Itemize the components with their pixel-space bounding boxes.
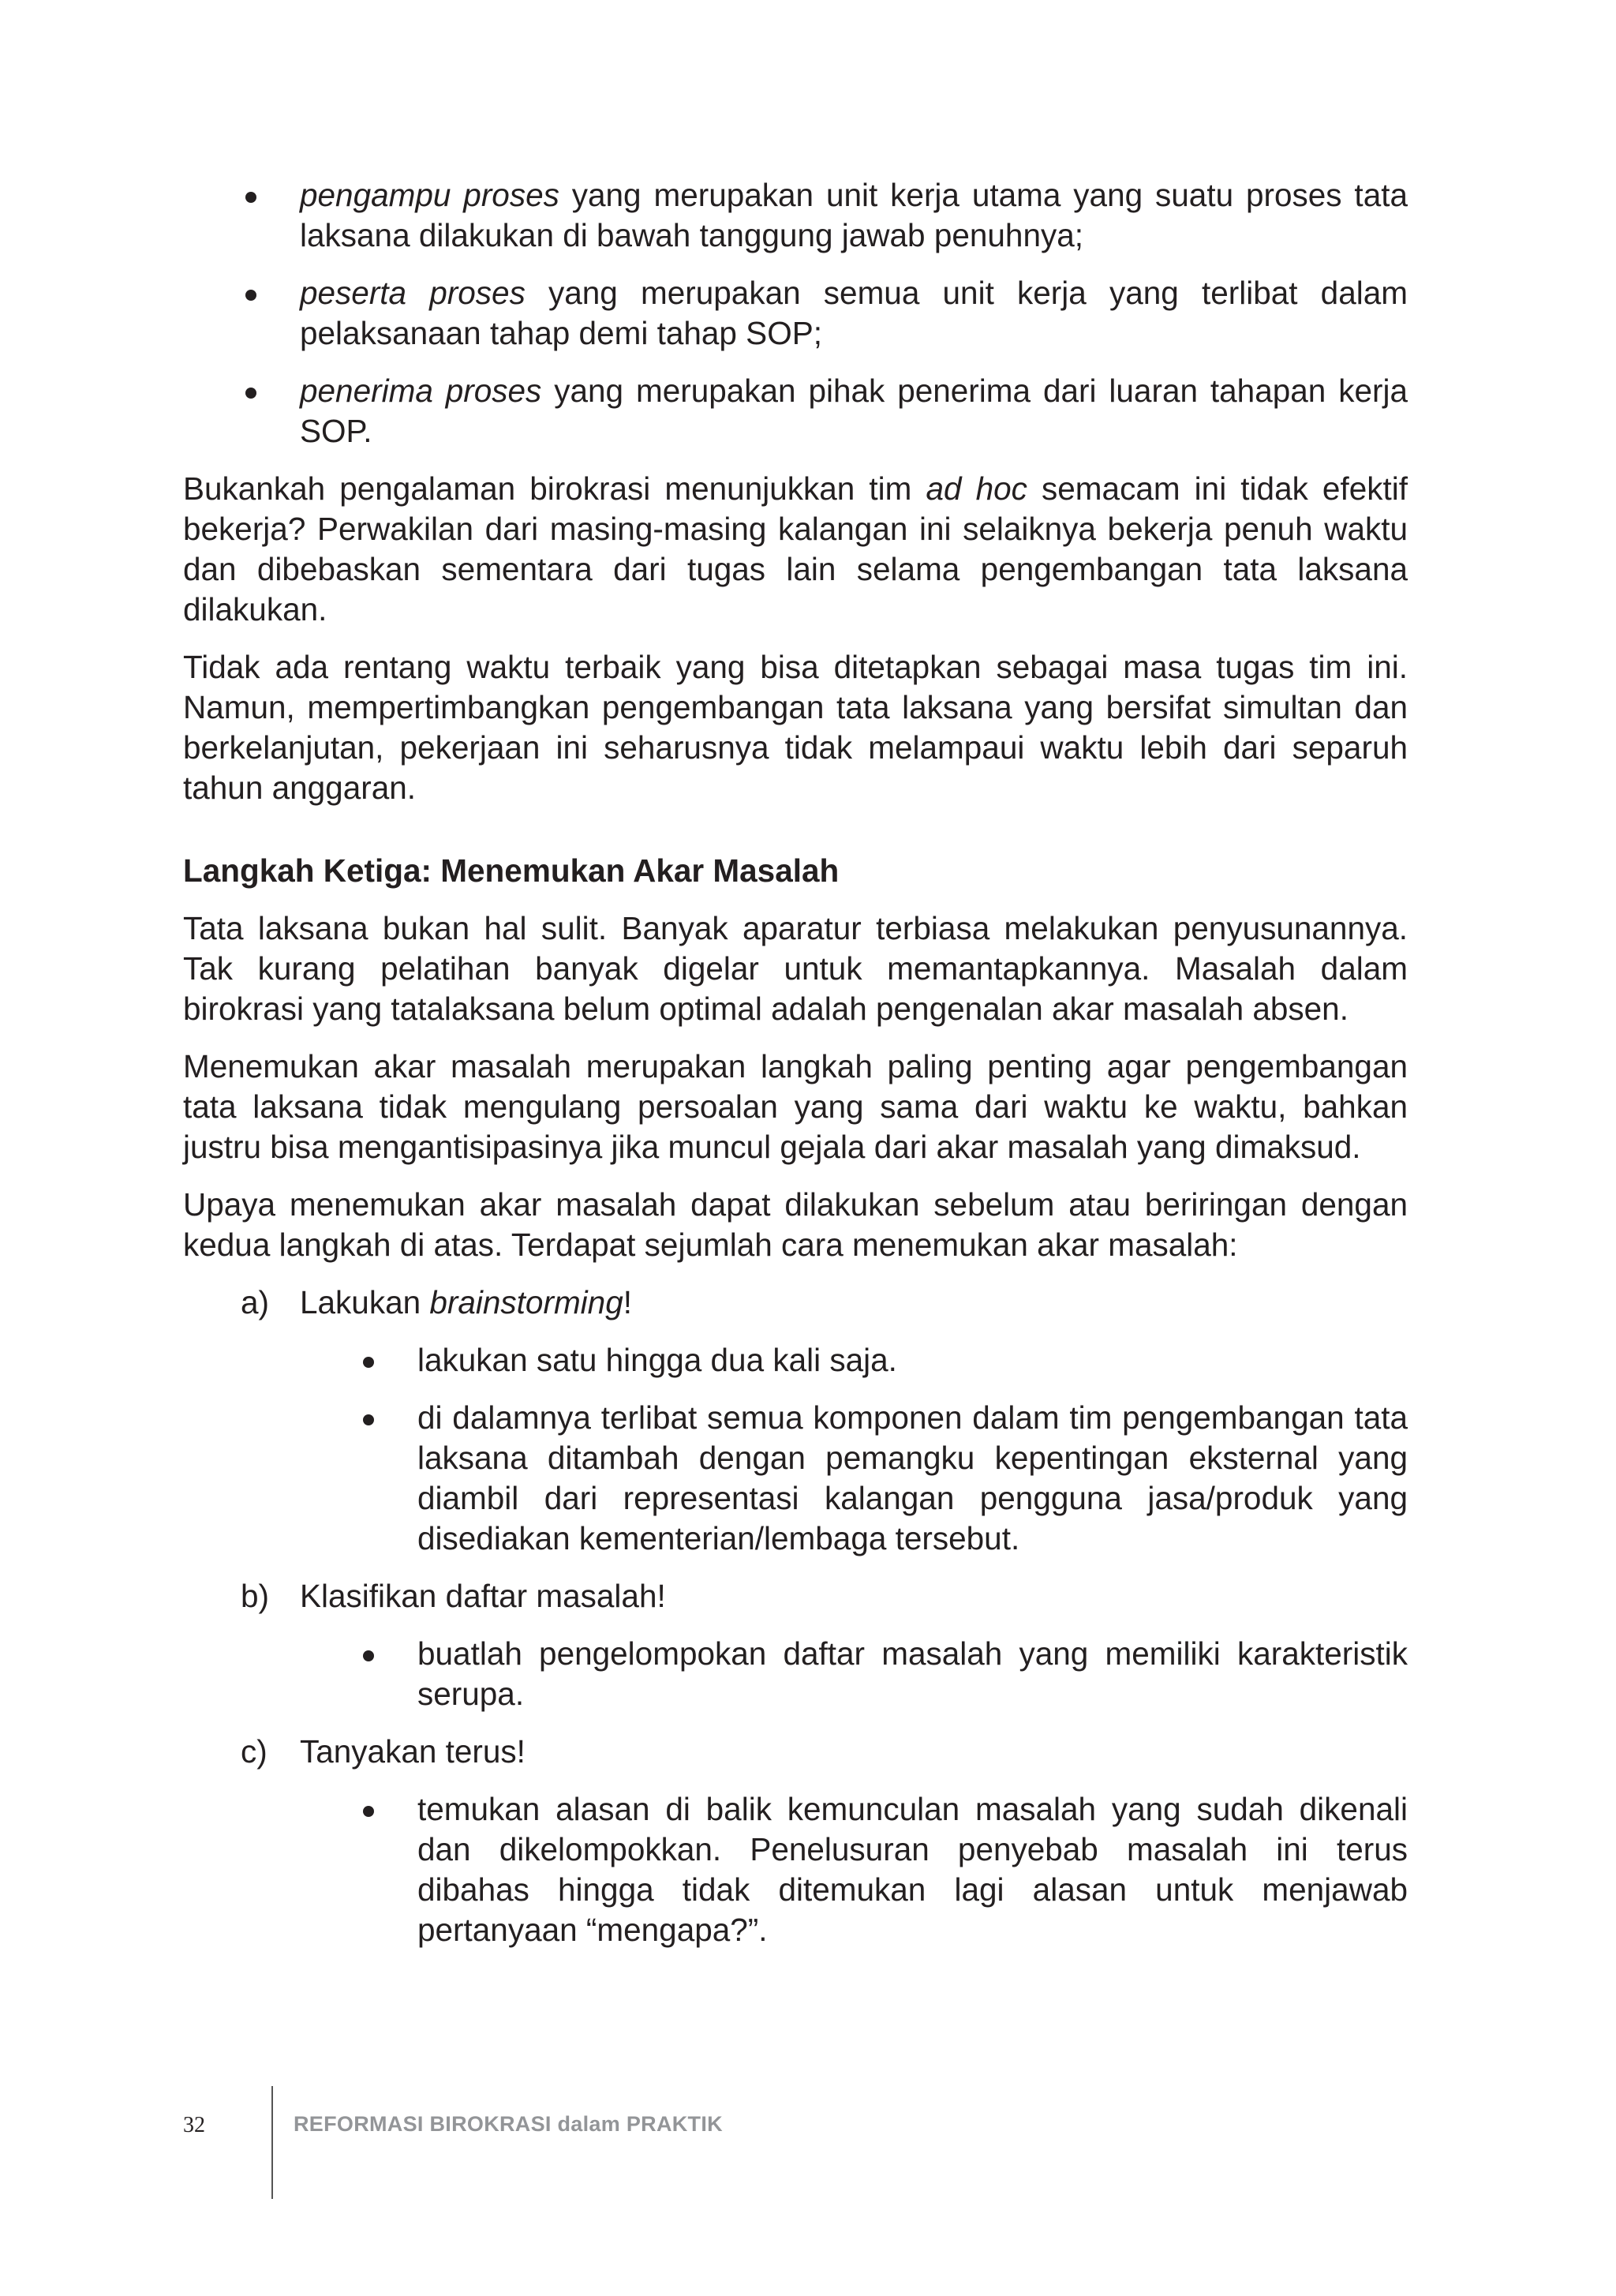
bullet-text: yang merupakan semua unit kerja yang terlibat dalam pelaksanaan tahap demi tahap SOP; [300, 275, 1408, 351]
paragraph-time-span: Tidak ada rentang waktu terbaik yang bisa ditetapkan sebagai masa tugas tim ini. Namun, mempertimbangkan pengembangan tata laksana yang bersifat simultan dan berkelanjutan, pekerjaan ini seharusnya tidak melampaui waktu lebih dari separuh tahun anggaran. [183, 649, 1408, 806]
step-item-c: c) Tanyakan terus! temukan alasan di balik kemunculan masalah yang sudah dikenali dan dikelompokkan. Penelusuran penyebab masalah ini terus dibahas hingga tidak ditemukan lagi alasan untuk menjawab pertanyaan “mengapa?”. [183, 1732, 1408, 1950]
running-footer-title: REFORMASI BIROKRASI dalam PRAKTIK [294, 2112, 723, 2136]
list-item: di dalamnya terlibat semua komponen dalam tim pengembangan tata laksana ditambah dengan pemangku kepentingan eksternal yang diambil dari representasi kalangan pengguna jasa/produk yang disediakan kementerian/lembaga tersebut. [183, 1398, 1408, 1559]
list-item: lakukan satu hingga dua kali saja. [183, 1340, 1408, 1380]
paragraph-importance: Menemukan akar masalah merupakan langkah paling penting agar pengembangan tata laksana tidak mengulang persoalan yang sama dari waktu ke waktu, bahkan justru bisa mengantisipasinya jika muncul gejala dari akar masalah yang dimaksud. [183, 1048, 1408, 1165]
bullet-text: yang merupakan unit kerja utama yang suatu proses tata laksana dilakukan di bawah tanggung jawab penuhnya; [300, 177, 1408, 253]
step-marker: b) [241, 1578, 270, 1614]
paragraph-ad-hoc: Bukankah pengalaman birokrasi menunjukkan tim ad hoc semacam ini tidak efektif bekerja? Perwakilan dari masing-masing kalangan ini selaiknya bekerja penuh waktu dan dibebaskan sementara dari tugas lain selama pengembangan tata laksana dilakukan. [183, 470, 1408, 627]
page-body [183, 175, 1408, 1968]
step-marker: c) [241, 1733, 267, 1770]
sub-bullet-list [183, 1340, 1408, 1559]
step-item-a: a) Lakukan brainstorming! lakukan satu hingga dua kali saja. di dalamnya terlibat semua komponen dalam tim pengembangan tata laksana ditambah dengan pemangku kepentingan eksternal yang diambil dari representasi kalangan pengguna jasa/produk yang disediakan kementerian/lembaga tersebut. [183, 1283, 1408, 1559]
section-heading: Langkah Ketiga: Menemukan Akar Masalah [183, 852, 840, 889]
page-number: 32 [183, 2113, 205, 2137]
bullet-term: peserta proses [300, 275, 526, 311]
list-item [183, 175, 1408, 256]
list-item: buatlah pengelompokan daftar masalah yang memiliki karakteristik serupa. [183, 1634, 1408, 1714]
list-item [183, 371, 1408, 451]
bullet-term: penerima proses [300, 373, 542, 409]
sub-bullet-list [183, 1634, 1408, 1714]
paragraph-methods: Upaya menemukan akar masalah dapat dilakukan sebelum atau beriringan dengan kedua langkah di atas. Terdapat sejumlah cara menemukan akar masalah: [183, 1186, 1408, 1263]
bullet-term: pengampu proses [300, 177, 559, 213]
paragraph-intro: Tata laksana bukan hal sulit. Banyak aparatur terbiasa melakukan penyusunannya. Tak kurang pelatihan banyak digelar untuk memantapkannya. Masalah dalam birokrasi yang tatalaksana belum optimal adalah pengenalan akar masalah absen. [183, 910, 1408, 1027]
step-item-b: b) Klasifikan daftar masalah! buatlah pengelompokan daftar masalah yang memiliki karakteristik serupa. [183, 1576, 1408, 1714]
sub-bullet-list [183, 1789, 1408, 1950]
bullet-text: yang merupakan pihak penerima dari luaran tahapan kerja SOP. [300, 373, 1408, 449]
list-item: temukan alasan di balik kemunculan masalah yang sudah dikenali dan dikelompokkan. Penelusuran penyebab masalah ini terus dibahas hingga tidak ditemukan lagi alasan untuk menjawab pertanyaan “mengapa?”. [183, 1789, 1408, 1950]
footer-divider [271, 2086, 273, 2199]
step-list [183, 1283, 1408, 1950]
list-item [183, 273, 1408, 354]
step-marker: a) [241, 1284, 270, 1320]
bullet-list-process-roles [183, 175, 1408, 451]
